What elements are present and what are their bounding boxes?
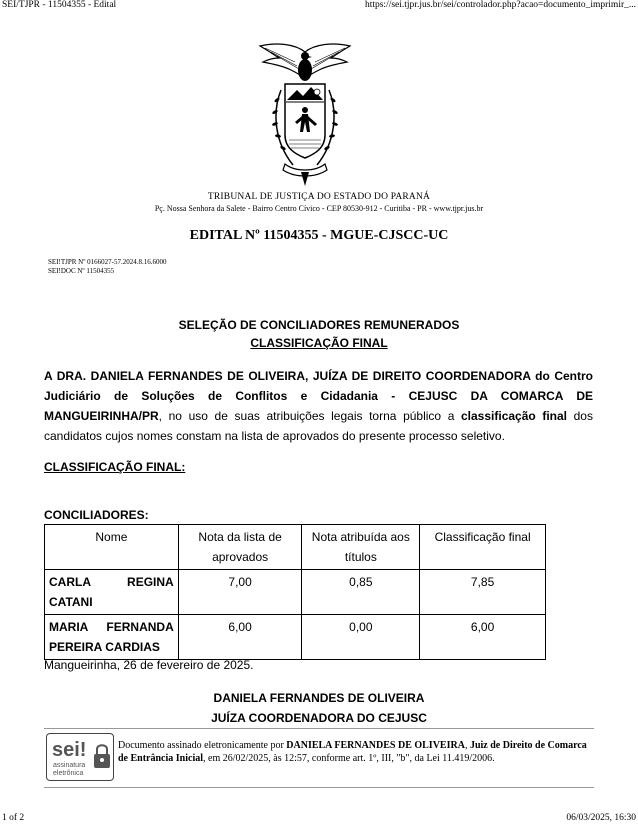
- name-line-1: MARIA FERNANDA: [49, 620, 174, 634]
- paragraph-text-mid: , no uso de suas atribuições legais torna público a: [158, 409, 461, 423]
- sei-reference-block: [48, 258, 166, 276]
- sig-text-a: Documento assinado eletronicamente por: [118, 740, 287, 751]
- table-row: [45, 570, 546, 615]
- cell-name: [45, 615, 179, 660]
- header-classificacao: Classificação final: [420, 525, 546, 570]
- section-subtitle-text: CLASSIFICAÇÃO FINAL: [250, 336, 388, 350]
- sig-text-c: ,: [464, 740, 470, 751]
- cell-nota-lista: 7,00: [178, 570, 302, 615]
- cell-classificacao: 6,00: [420, 615, 546, 660]
- signature-statement: [118, 739, 594, 765]
- lock-icon: [94, 745, 110, 768]
- sei-logo-sub2: eletrônica: [53, 770, 84, 777]
- classification-table: [44, 524, 546, 660]
- page-counter: 1 of 2: [2, 813, 25, 823]
- print-header-title: SEI/TJPR - 11504355 - Edital: [2, 0, 117, 10]
- conciliators-label: CONCILIADORES:: [44, 508, 149, 522]
- paragraph-bold-intro: A DRA. DANIELA FERNANDES DE OLIVEIRA, JUÍZA DE DIREITO COORDENADORA do Centro Judiciário de Soluções de Conflitos e Cidadania - CEJUSC DA COMARCA DE MANGUEIRINHA/PR: [44, 369, 593, 423]
- section-title: SELEÇÃO DE CONCILIADORES REMUNERADOS: [178, 318, 460, 332]
- signer-role: JUÍZA COORDENADORA DO CEJUSC: [211, 711, 427, 725]
- paragraph-bold-term: classificação final: [461, 409, 568, 423]
- institution-address: Pç. Nossa Senhora da Salete - Bairro Centro Cívico - CEP 80530-912 - Curitiba - PR - www.tjpr.jus.br: [154, 204, 484, 213]
- paragraph-text-end: dos candidatos cujos nomes constam na lista de aprovados do presente processo seletivo.: [44, 409, 593, 443]
- signature-divider-top: [44, 728, 594, 729]
- sig-signer-role: Juiz de Direito de Comarca de Entrância Inicial: [118, 740, 587, 764]
- cell-nota-lista: 6,00: [178, 615, 302, 660]
- body-paragraph: [44, 366, 593, 446]
- table-row: [45, 615, 546, 660]
- institution-name: TRIBUNAL DE JUSTIÇA DO ESTADO DO PARANÁ: [207, 192, 431, 202]
- table-header-row: [45, 525, 546, 570]
- sei-logo-graphic: [47, 734, 113, 780]
- signer-name: DANIELA FERNANDES DE OLIVEIRA: [213, 691, 425, 705]
- name-line-1: CARLA REGINA: [49, 575, 174, 589]
- signature-divider-bottom: [44, 787, 594, 788]
- cell-name: [45, 570, 179, 615]
- name-line-2: CATANI: [49, 595, 93, 609]
- header-nota-lista: Nota da lista de aprovados: [178, 525, 302, 570]
- place-and-date: Mangueirinha, 26 de fevereiro de 2025.: [44, 658, 254, 672]
- sei-signature-logo: [46, 733, 114, 781]
- sei-process-number: SEI!TJPR Nº 0166027-57.2024.8.16.6000: [48, 258, 167, 266]
- sei-logo-text: sei!: [52, 739, 87, 761]
- cell-classificacao: 7,85: [420, 570, 546, 615]
- sei-doc-number: SEI!DOC Nº 11504355: [48, 267, 115, 275]
- section-subtitle: [0, 336, 638, 350]
- name-line-2: PEREIRA CARDIAS: [49, 640, 160, 654]
- header-name: Nome: [45, 525, 179, 570]
- document-title: EDITAL Nº 11504355 - MGUE-CJSCC-UC: [189, 228, 449, 243]
- parana-coat-of-arms: [255, 40, 355, 188]
- sig-text-e: , em 26/02/2025, às 12:57, conforme art. 1º, III, "b", da Lei 11.419/2006.: [203, 753, 495, 764]
- final-classification-label: CLASSIFICAÇÃO FINAL:: [44, 460, 186, 474]
- sig-signer: DANIELA FERNANDES DE OLIVEIRA: [286, 740, 465, 751]
- print-timestamp: 06/03/2025, 16:30: [566, 813, 636, 823]
- sei-logo-sub1: assinatura: [53, 762, 86, 769]
- print-header-url: https://sei.tjpr.jus.br/sei/controlador.php?acao=documento_imprimir_...: [364, 0, 636, 10]
- header-nota-titulos: Nota atribuída aos títulos: [302, 525, 420, 570]
- cell-nota-titulos: 0,00: [302, 615, 420, 660]
- cell-nota-titulos: 0,85: [302, 570, 420, 615]
